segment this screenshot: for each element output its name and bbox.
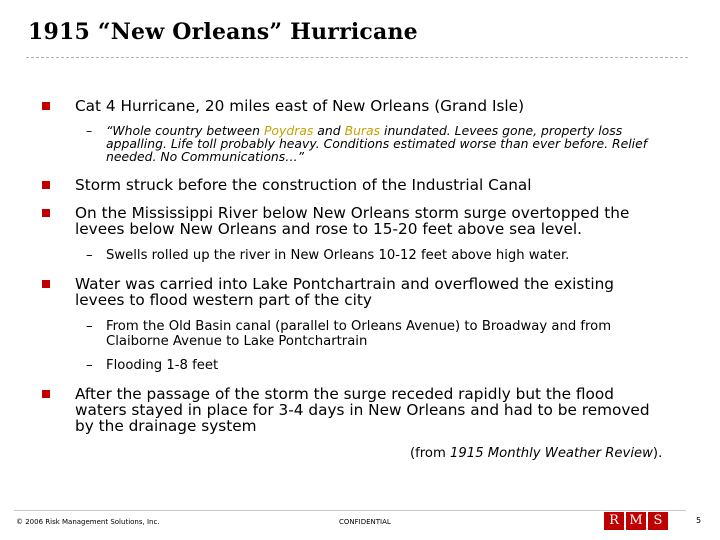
logo-letter-s: S (648, 512, 668, 530)
bullet-4-line-1: Water was carried into Lake Pontchartrain and overflowed the existing (75, 275, 615, 293)
title-divider (26, 57, 688, 58)
logo-letter-r: R (604, 512, 624, 530)
quote-line-2: appalling. Life toll probably heavy. Conditions estimated worse than ever before. Relief (106, 136, 648, 151)
quote-line-1: “Whole country between Poydras and Buras inundated. Levees gone, property loss (106, 123, 623, 138)
square-bullet-icon (42, 181, 50, 189)
page-number: 5 (696, 516, 702, 525)
bullet-1-text: Cat 4 Hurricane, 20 miles east of New Orleans (Grand Isle) (75, 97, 525, 115)
logo-letter-m: M (626, 512, 646, 530)
poydras-highlight: Poydras (263, 123, 314, 138)
square-bullet-icon (42, 102, 50, 110)
sub-text: Flooding 1-8 feet (106, 358, 219, 373)
footer-confidential: CONFIDENTIAL (339, 518, 391, 526)
dash-bullet-icon: – (86, 248, 93, 263)
bullet-5-line-1: After the passage of the storm the surge receded rapidly but the flood (75, 385, 614, 403)
sub-text: Swells rolled up the river in New Orleans 10-12 feet above high water. (106, 248, 570, 263)
footer-copyright: © 2006 Risk Management Solutions, Inc. (16, 518, 160, 526)
source-title: 1915 Monthly Weather Review (450, 446, 653, 461)
sub-text-line-2: Claiborne Avenue to Lake Pontchartrain (106, 334, 368, 349)
dash-bullet-icon: – (86, 319, 93, 334)
bullet-3-line-1: On the Mississippi River below New Orleans storm surge overtopped the (75, 204, 630, 222)
dash-bullet-icon: – (86, 358, 93, 373)
dash-bullet-icon: – (86, 123, 93, 138)
sub-text-line-1: From the Old Basin canal (parallel to Orleans Avenue) to Broadway and from (106, 319, 612, 334)
bullet-4-line-2: levees to flood western part of the city (75, 291, 372, 309)
slide-title: 1915 “New Orleans” Hurricane (28, 19, 418, 45)
square-bullet-icon (42, 280, 50, 288)
buras-highlight: Buras (344, 123, 381, 138)
footer-divider (14, 510, 686, 511)
quote-line-3: needed. No Communications…” (106, 149, 305, 164)
bullet-5-line-3: by the drainage system (75, 417, 257, 435)
source-citation: (from 1915 Monthly Weather Review). (410, 446, 663, 461)
square-bullet-icon (42, 209, 50, 217)
square-bullet-icon (42, 390, 50, 398)
bullet-2-text: Storm struck before the construction of the Industrial Canal (75, 176, 532, 194)
bullet-3-line-2: levees below New Orleans and rose to 15-20 feet above sea level. (75, 220, 583, 238)
rms-logo (604, 512, 668, 530)
bullet-5-line-2: waters stayed in place for 3-4 days in New Orleans and had to be removed (75, 401, 650, 419)
